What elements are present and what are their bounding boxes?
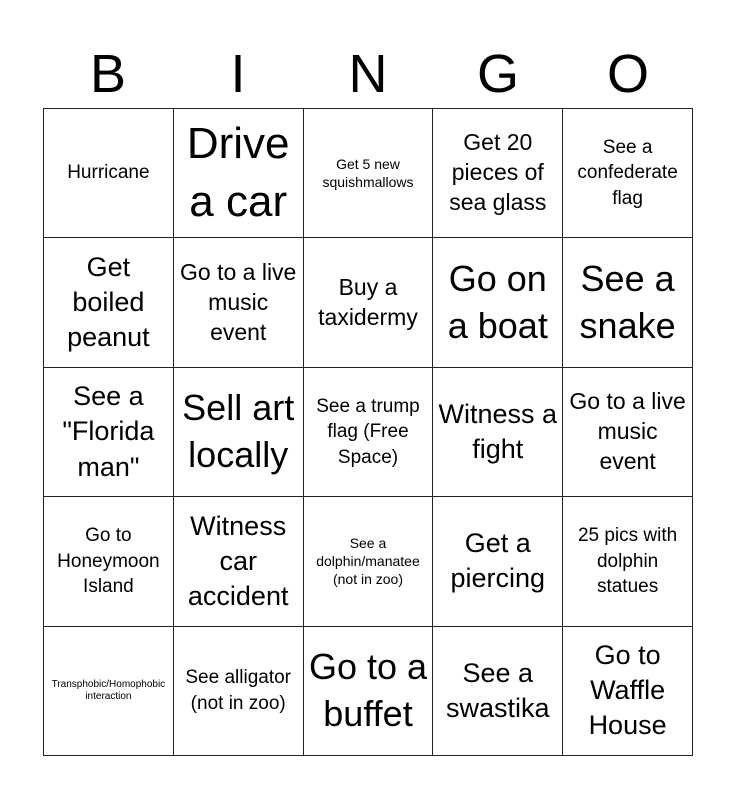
bingo-cell-hurricane[interactable]: Hurricane — [44, 109, 174, 238]
bingo-cell-florida-man[interactable]: See a "Florida man" — [44, 368, 174, 497]
bingo-cell-witness-fight[interactable]: Witness a fight — [433, 368, 563, 497]
bingo-cell-sea-glass[interactable]: Get 20 pieces of sea glass — [433, 109, 563, 238]
bingo-cell-waffle-house[interactable]: Go to Waffle House — [563, 627, 693, 756]
bingo-header — [43, 40, 693, 108]
bingo-cell-dolphin-manatee[interactable]: See a dolphin/manatee (not in zoo) — [304, 497, 434, 626]
bingo-cell-drive-a-car[interactable]: Drive a car — [174, 109, 304, 238]
bingo-cell-car-accident[interactable]: Witness car accident — [174, 497, 304, 626]
bingo-cell-confederate-flag[interactable]: See a confederate flag — [563, 109, 693, 238]
bingo-cell-boiled-peanut[interactable]: Get boiled peanut — [44, 238, 174, 367]
bingo-cell-transphobic-interaction[interactable]: Transphobic/Homophobic interaction — [44, 627, 174, 756]
bingo-cell-boat[interactable]: Go on a boat — [433, 238, 563, 367]
bingo-cell-honeymoon-island[interactable]: Go to Honeymoon Island — [44, 497, 174, 626]
bingo-cell-live-music-1[interactable]: Go to a live music event — [174, 238, 304, 367]
header-letter-o: O — [606, 44, 649, 104]
bingo-cell-taxidermy[interactable]: Buy a taxidermy — [304, 238, 434, 367]
bingo-cell-alligator[interactable]: See alligator (not in zoo) — [174, 627, 304, 756]
bingo-cell-swastika[interactable]: See a swastika — [433, 627, 563, 756]
header-letter-g: G — [476, 44, 519, 104]
header-letter-b: B — [89, 44, 127, 104]
bingo-cell-sell-art[interactable]: Sell art locally — [174, 368, 304, 497]
header-letter-i: I — [230, 44, 246, 104]
bingo-cell-dolphin-statues[interactable]: 25 pics with dolphin statues — [563, 497, 693, 626]
bingo-cell-snake[interactable]: See a snake — [563, 238, 693, 367]
bingo-cell-live-music-2[interactable]: Go to a live music event — [563, 368, 693, 497]
bingo-cell-piercing[interactable]: Get a piercing — [433, 497, 563, 626]
header-letter-n: N — [348, 44, 388, 104]
bingo-cell-free-space[interactable]: See a trump flag (Free Space) — [304, 368, 434, 497]
bingo-cell-buffet[interactable]: Go to a buffet — [304, 627, 434, 756]
bingo-card-grid — [43, 108, 693, 756]
bingo-cell-squishmallows[interactable]: Get 5 new squishmallows — [304, 109, 434, 238]
